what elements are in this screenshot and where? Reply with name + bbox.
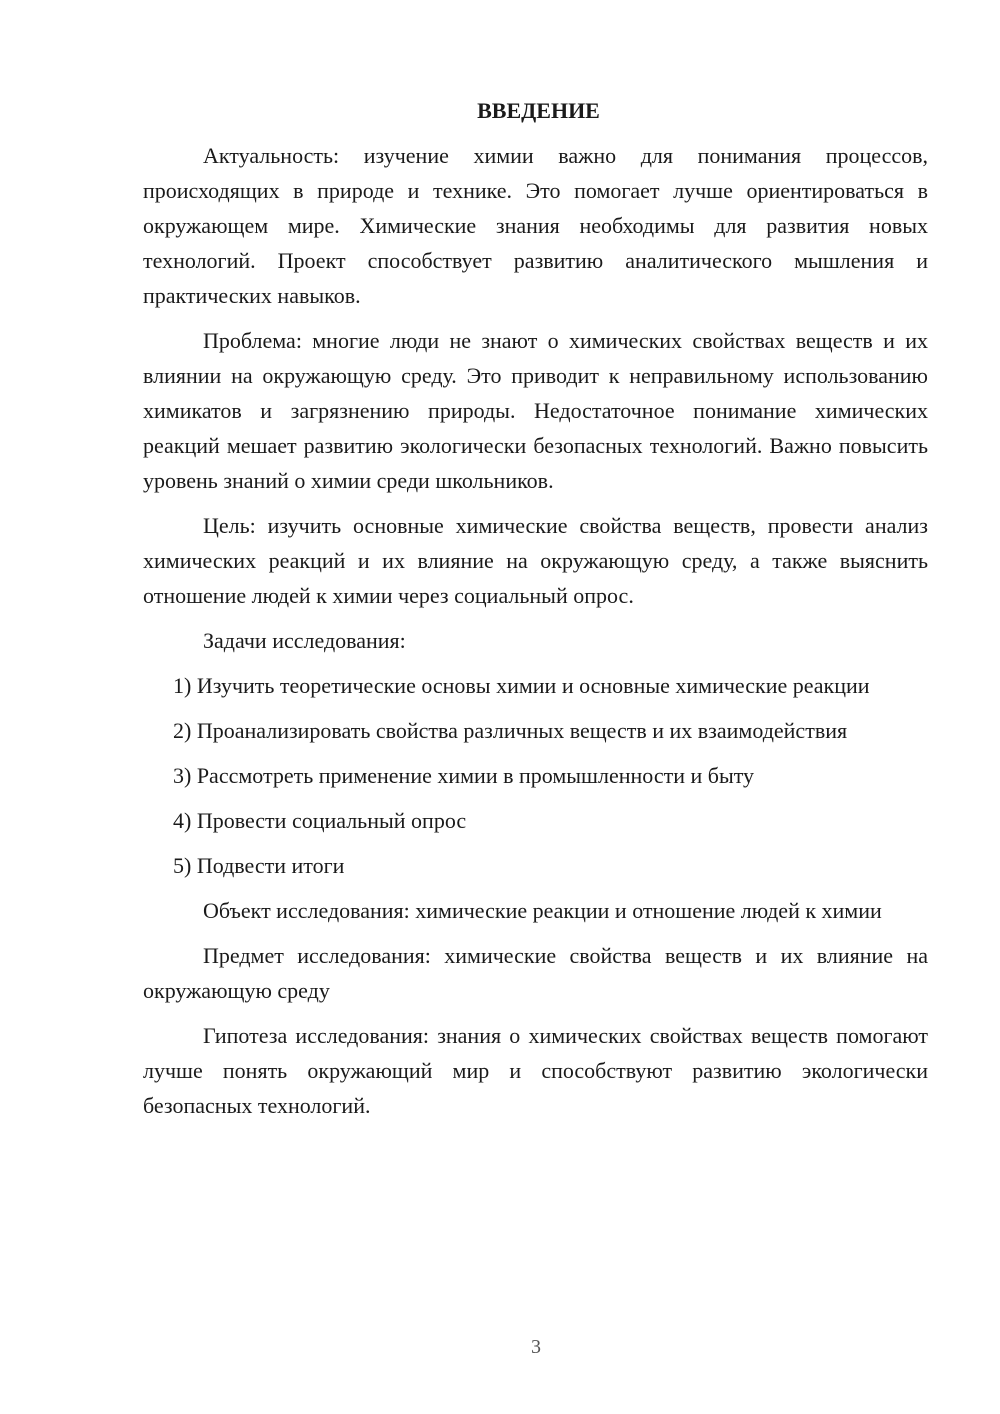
tasks-heading: Задачи исследования: [203, 628, 406, 653]
paragraph-object: Объект исследования: химические реакции и отношение людей к химии [203, 898, 882, 923]
task-item-4: 4) Провести социальный опрос [173, 808, 467, 833]
paragraph-subject: Предмет исследования: химические свойства веществ и их влияние на окружающую среду [143, 943, 928, 1003]
page-title: ВВЕДЕНИЕ [477, 98, 600, 123]
paragraph-problem: Проблема: многие люди не знают о химических свойствах веществ и их влиянии на окружающую среду. Это приводит к неправильному использованию химикатов и загрязнению природы. Недостаточное понимание химических реакций мешает развитию экологически безопасных технологий. Важно повысить уровень знаний о химии среди школьников. [143, 328, 928, 493]
page-content [143, 93, 928, 1133]
task-item-3: 3) Рассмотреть применение химии в промышленности и быту [173, 763, 755, 788]
task-item-5: 5) Подвести итоги [173, 853, 345, 878]
paragraph-hypothesis: Гипотеза исследования: знания о химических свойствах веществ помогают лучше понять окружающий мир и способствуют развитию экологически безопасных технологий. [143, 1023, 928, 1118]
page-number: 3 [531, 1336, 541, 1358]
task-item-1: 1) Изучить теоретические основы химии и основные химические реакции [173, 673, 870, 698]
task-item-2: 2) Проанализировать свойства различных веществ и их взаимодействия [173, 718, 848, 743]
paragraph-relevance: Актуальность: изучение химии важно для понимания процессов, происходящих в природе и технике. Это помогает лучше ориентироваться в окружающем мире. Химические знания необходимы для развития новых технологий. Проект способствует развитию аналитического мышления и практических навыков. [143, 143, 928, 308]
paragraph-goal: Цель: изучить основные химические свойства веществ, провести анализ химических реакций и их влияние на окружающую среду, а также выяснить отношение людей к химии через социальный опрос. [143, 513, 928, 608]
